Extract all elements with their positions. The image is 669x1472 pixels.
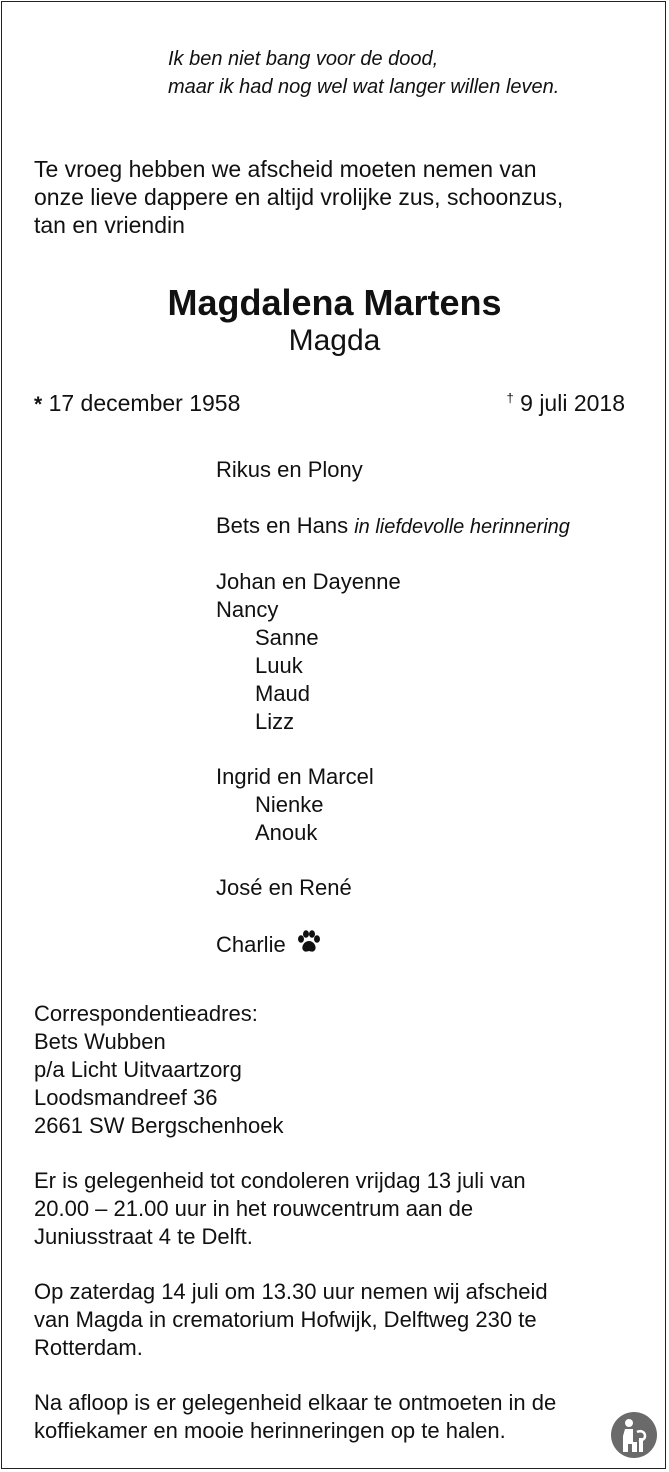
grandchild: Sanne xyxy=(255,625,319,650)
intro-text xyxy=(34,155,563,239)
deceased-name: Magdalena Martens xyxy=(167,282,502,323)
ceremony-line: Op zaterdag 14 juli om 13.30 uur nemen wij afscheid xyxy=(34,1279,548,1304)
condolence-line: 20.00 – 21.00 uur in het rouwcentrum aan de xyxy=(34,1196,474,1221)
closing-info xyxy=(34,1389,556,1445)
pet-name: Charlie xyxy=(216,932,286,957)
family-member xyxy=(216,512,570,541)
intro-line: onze lieve dappere en altijd vrolijke zus, schoonzus, xyxy=(34,184,564,210)
family-member-names: Bets en Hans xyxy=(216,513,349,538)
opening-quote xyxy=(168,45,559,101)
condolence-info xyxy=(34,1167,526,1251)
quote-line: maar ik had nog wel wat langer willen leven. xyxy=(168,76,560,98)
family-member: Rikus en Plony xyxy=(216,457,363,482)
closing-line: koffiekamer en mooie herinneringen op te halen. xyxy=(34,1418,506,1443)
correspondence-address xyxy=(34,1000,284,1140)
family-member: Nancy xyxy=(216,597,279,622)
quote-line: Ik ben niet bang voor de dood, xyxy=(168,48,439,70)
grandchild: Maud xyxy=(255,681,311,706)
birth-date-line xyxy=(34,389,240,419)
address-label: Correspondentieadres: xyxy=(34,1001,258,1026)
condolence-line: Juniusstraat 4 te Delft. xyxy=(34,1224,253,1249)
ceremony-line: Rotterdam. xyxy=(34,1335,143,1360)
death-date-line xyxy=(507,389,625,417)
family-member-pet xyxy=(216,930,322,961)
publisher-logo-icon xyxy=(611,1412,657,1458)
family-member: José en René xyxy=(216,875,352,900)
grandchild: Luuk xyxy=(255,653,303,678)
grandchild: Anouk xyxy=(255,820,318,845)
address-city: 2661 SW Bergschenhoek xyxy=(34,1113,284,1138)
address-care-of: p/a Licht Uitvaartzorg xyxy=(34,1057,242,1082)
address-street: Loodsmandreef 36 xyxy=(34,1085,218,1110)
address-name: Bets Wubben xyxy=(34,1029,166,1054)
condolence-line: Er is gelegenheid tot condoleren vrijdag 13 juli van xyxy=(34,1168,526,1193)
intro-line: tan en vriendin xyxy=(34,212,185,238)
family-member: Ingrid en Marcel xyxy=(216,764,374,789)
death-symbol: † xyxy=(506,390,514,406)
birth-symbol: * xyxy=(34,393,43,416)
death-date: 9 juli 2018 xyxy=(520,390,625,416)
intro-line: Te vroeg hebben we afscheid moeten nemen van xyxy=(34,156,537,182)
deceased-nickname: Magda xyxy=(288,324,381,357)
ceremony-line: van Magda in crematorium Hofwijk, Delftweg 230 te xyxy=(34,1307,537,1332)
family-member: Johan en Dayenne xyxy=(216,569,401,594)
grandchild: Lizz xyxy=(255,709,295,734)
birth-date: 17 december 1958 xyxy=(48,390,241,416)
paw-print-icon xyxy=(296,930,322,961)
family-member-note: in liefdevolle herinnering xyxy=(354,516,570,538)
grandchild: Nienke xyxy=(255,792,324,817)
closing-line: Na afloop is er gelegenheid elkaar te ontmoeten in de xyxy=(34,1390,557,1415)
ceremony-info xyxy=(34,1278,548,1362)
